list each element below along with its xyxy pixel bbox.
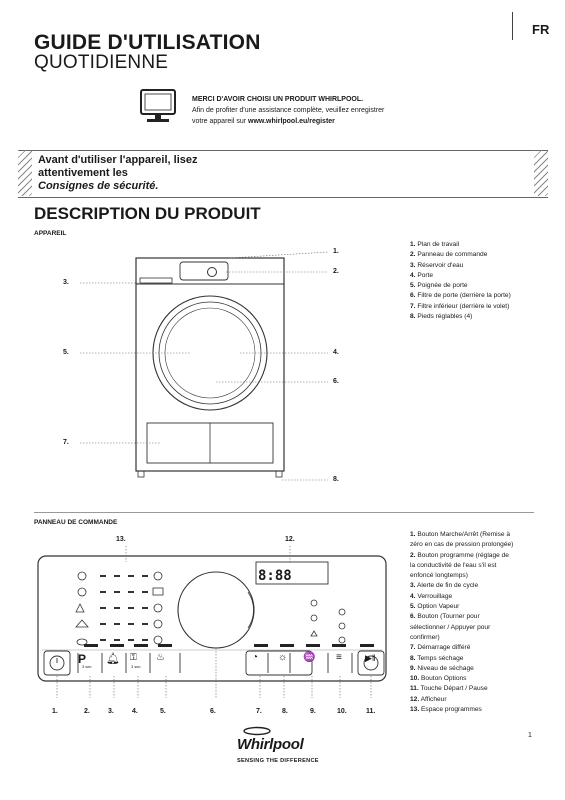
callout-2: 2. xyxy=(333,268,339,275)
key-icon[interactable]: ⚿ xyxy=(130,652,137,662)
callout-3: 3. xyxy=(63,279,69,286)
legend-item: 5. Option Vapeur xyxy=(410,603,460,611)
warning-line: Avant d'utiliser l'appareil, lisez xyxy=(38,154,198,166)
panel-callout-9: 9. xyxy=(310,708,316,715)
section-title: DESCRIPTION DU PRODUIT xyxy=(34,204,261,223)
page-number: 1 xyxy=(528,732,532,739)
legend-item: 2. Panneau de commande xyxy=(410,251,488,259)
legend-item: zéro en cas de pression prolongée) xyxy=(410,541,514,549)
legend-item: 6. Bouton (Tourner pour xyxy=(410,613,480,621)
legend-item: 3. Alerte de fin de cycle xyxy=(410,582,479,590)
language-code: FR xyxy=(532,22,550,37)
section-divider xyxy=(34,512,534,513)
callout-12: 12. xyxy=(285,536,295,543)
warning-hatch-right xyxy=(534,150,548,196)
welcome-line: Afin de profiter d'une assistance complète, veuillez enregistrer xyxy=(192,107,385,114)
bell-icon[interactable]: 🔔︎ xyxy=(106,653,120,665)
program-icon[interactable]: P xyxy=(78,652,87,666)
register-link[interactable]: www.whirlpool.eu/register xyxy=(248,118,335,125)
brand-logo: Whirlpool xyxy=(237,736,304,753)
legend-item: 5. Poignée de porte xyxy=(410,282,468,290)
header-divider xyxy=(512,12,513,40)
legend-item: 1. Plan de travail xyxy=(410,241,460,248)
legend-item: enfoncé longtemps) xyxy=(410,572,468,580)
legend-item: 4. Porte xyxy=(410,271,434,279)
lock-hold-label: 3 sec xyxy=(131,664,141,669)
legend-item: 3. Réservoir d'eau xyxy=(410,261,464,269)
dry-level-icon[interactable]: ♒ xyxy=(303,652,316,663)
warning-line: attentivement les xyxy=(38,167,128,179)
iron-icon[interactable]: ♨ xyxy=(156,652,165,663)
legend-item: 10. Bouton Options xyxy=(410,675,467,683)
legend-item: la conductivité de l'eau s'il est xyxy=(410,561,497,569)
legend-item: 8. Pieds réglables (4) xyxy=(410,313,473,321)
delay-icon[interactable]: ◔ xyxy=(252,652,259,663)
callout-8: 8. xyxy=(333,476,339,483)
legend-item: 8. Temps séchage xyxy=(410,654,464,662)
control-panel-label: PANNEAU DE COMMANDE xyxy=(34,519,118,526)
dry-time-icon[interactable]: ☼ xyxy=(278,652,288,663)
callout-5: 5. xyxy=(63,349,69,356)
legend-item: confirmer) xyxy=(410,633,440,641)
legend-item: 1. Bouton Marche/Arrêt (Remise à xyxy=(410,531,511,538)
legend-item: 7. Filtre inférieur (derrière le volet) xyxy=(410,302,510,310)
welcome-line: votre appareil sur xyxy=(192,118,249,125)
panel-callout-10: 10. xyxy=(337,708,347,715)
legend-item: 11. Touche Départ / Pause xyxy=(410,685,488,693)
safety-warning-text xyxy=(38,154,197,193)
panel-callout-5: 5. xyxy=(160,708,166,715)
panel-legend xyxy=(410,530,550,715)
callout-4: 4. xyxy=(333,349,339,356)
legend-item: 4. Verrouillage xyxy=(410,592,453,600)
callout-1: 1. xyxy=(333,248,339,255)
power-icon[interactable] xyxy=(44,651,70,675)
panel-callout-11: 11. xyxy=(366,708,376,715)
panel-callout-3: 3. xyxy=(108,708,114,715)
legend-item: 2. Bouton programme (réglage de xyxy=(410,551,509,559)
doc-title: GUIDE D'UTILISATION xyxy=(34,31,261,54)
callout-13: 13. xyxy=(116,536,126,543)
monitor-icon xyxy=(138,88,178,126)
panel-callout-7: 7. xyxy=(256,708,262,715)
legend-item: 7. Démarrage différé xyxy=(410,644,471,652)
safety-instructions-link[interactable]: Consignes de sécurité. xyxy=(38,180,159,192)
control-panel-illustration xyxy=(36,540,392,700)
display-digits: 8:88 xyxy=(258,568,292,584)
start-pause-icon[interactable]: ▶‖ xyxy=(365,653,376,663)
options-icon[interactable]: ≡ xyxy=(336,652,342,663)
brand-slogan: SENSING THE DIFFERENCE xyxy=(237,758,319,764)
callout-6: 6. xyxy=(333,378,339,385)
callout-7: 7. xyxy=(63,439,69,446)
welcome-heading: MERCI D'AVOIR CHOISI UN PRODUIT WHIRLPOOL. xyxy=(192,96,364,103)
appliance-label: APPAREIL xyxy=(34,230,67,237)
legend-item: 12. Afficheur xyxy=(410,695,447,703)
legend-item: 9. Niveau de séchage xyxy=(410,664,474,672)
appliance-legend xyxy=(410,240,511,322)
legend-item: 6. Filtre de porte (derrière la porte) xyxy=(410,292,511,300)
brand-swoosh-icon xyxy=(242,726,272,736)
legend-item: sélectionner / Appuyer pour xyxy=(410,623,491,631)
program-hold-label: 3 sec xyxy=(82,664,92,669)
welcome-text xyxy=(192,94,384,127)
warning-hatch-left xyxy=(18,150,32,196)
panel-callout-2: 2. xyxy=(84,708,90,715)
panel-callout-1: 1. xyxy=(52,708,58,715)
panel-callout-6: 6. xyxy=(210,708,216,715)
dryer-illustration xyxy=(40,240,360,490)
legend-item: 13. Espace programmes xyxy=(410,706,482,714)
doc-subtitle: QUOTIDIENNE xyxy=(34,52,169,73)
panel-callout-4: 4. xyxy=(132,708,138,715)
panel-callout-8: 8. xyxy=(282,708,288,715)
